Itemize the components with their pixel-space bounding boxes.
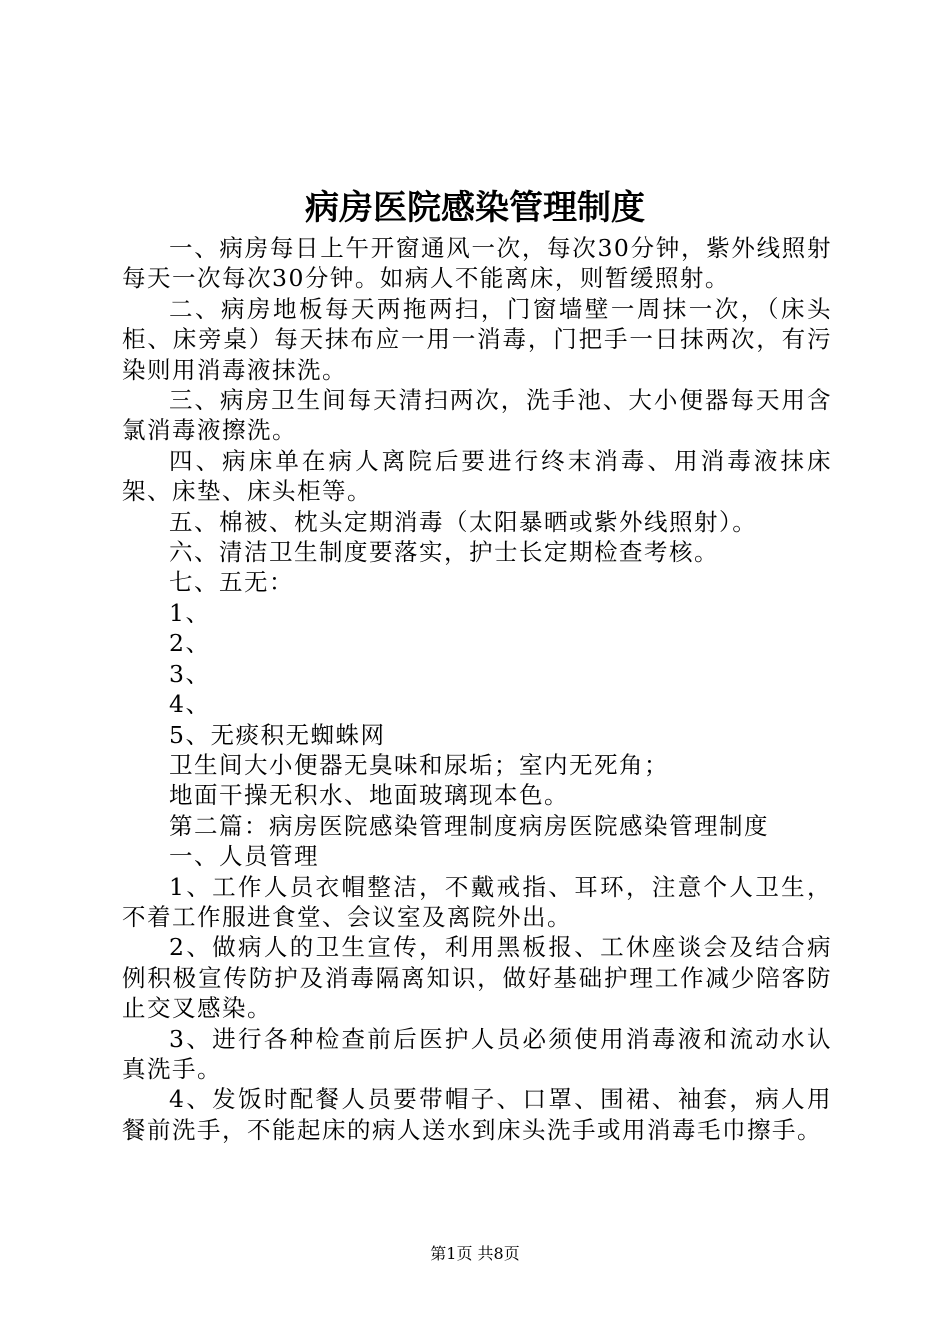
document-body bbox=[122, 233, 832, 1145]
section-heading: 第二篇：病房医院感染管理制度病房医院感染管理制度 bbox=[169, 811, 769, 840]
paragraph: 1、工作人员衣帽整洁，不戴戒指、耳环，注意个人卫生，不着工作服进食堂、会议室及离院外出。 bbox=[122, 872, 832, 931]
page-footer: 第1页 共8页 bbox=[430, 1244, 520, 1263]
paragraph: 地面干操无积水、地面玻璃现本色。 bbox=[169, 781, 569, 810]
paragraph: 五、棉被、枕头定期消毒（太阳暴晒或紫外线照射）。 bbox=[169, 507, 758, 536]
paragraph: 二、病房地板每天两拖两扫，门窗墙壁一周抹一次，（床头柜、床旁桌）每天抹布应一用一消毒，门把手一日抹两次，有污染则用消毒液抹洗。 bbox=[122, 294, 832, 384]
document-title: 病房医院感染管理制度 bbox=[305, 188, 645, 228]
list-item: 4、 bbox=[169, 690, 211, 719]
paragraph: 四、病床单在病人离院后要进行终末消毒、用消毒液抹床架、床垫、床头柜等。 bbox=[122, 446, 832, 506]
section-heading: 一、人员管理 bbox=[169, 842, 319, 871]
list-item: 3、 bbox=[169, 659, 211, 688]
list-item: 1、 bbox=[169, 598, 211, 627]
list-item: 5、无痰积无蜘蛛网 bbox=[169, 720, 386, 749]
paragraph: 卫生间大小便器无臭味和尿垢；室内无死角； bbox=[169, 750, 669, 779]
paragraph: 3、进行各种检查前后医护人员必须使用消毒液和流动水认真洗手。 bbox=[122, 1024, 832, 1083]
paragraph: 三、病房卫生间每天清扫两次，洗手池、大小便器每天用含氯消毒液擦洗。 bbox=[122, 386, 832, 445]
paragraph: 2、做病人的卫生宣传，利用黑板报、工休座谈会及结合病例积极宣传防护及消毒隔离知识，做好基础护理工作减少陪客防止交叉感染。 bbox=[122, 933, 832, 1023]
paragraph: 一、病房每日上午开窗通风一次，每次30分钟，紫外线照射每天一次每次30分钟。如病人不能离床，则暂缓照射。 bbox=[122, 234, 832, 293]
paragraph: 七、五无： bbox=[169, 568, 294, 597]
list-item: 2、 bbox=[169, 629, 211, 658]
paragraph: 4、发饭时配餐人员要带帽子、口罩、围裙、袖套，病人用餐前洗手，不能起床的病人送水到床头洗手或用消毒毛巾擦手。 bbox=[122, 1085, 832, 1144]
paragraph: 六、清洁卫生制度要落实，护士长定期检查考核。 bbox=[169, 538, 719, 567]
